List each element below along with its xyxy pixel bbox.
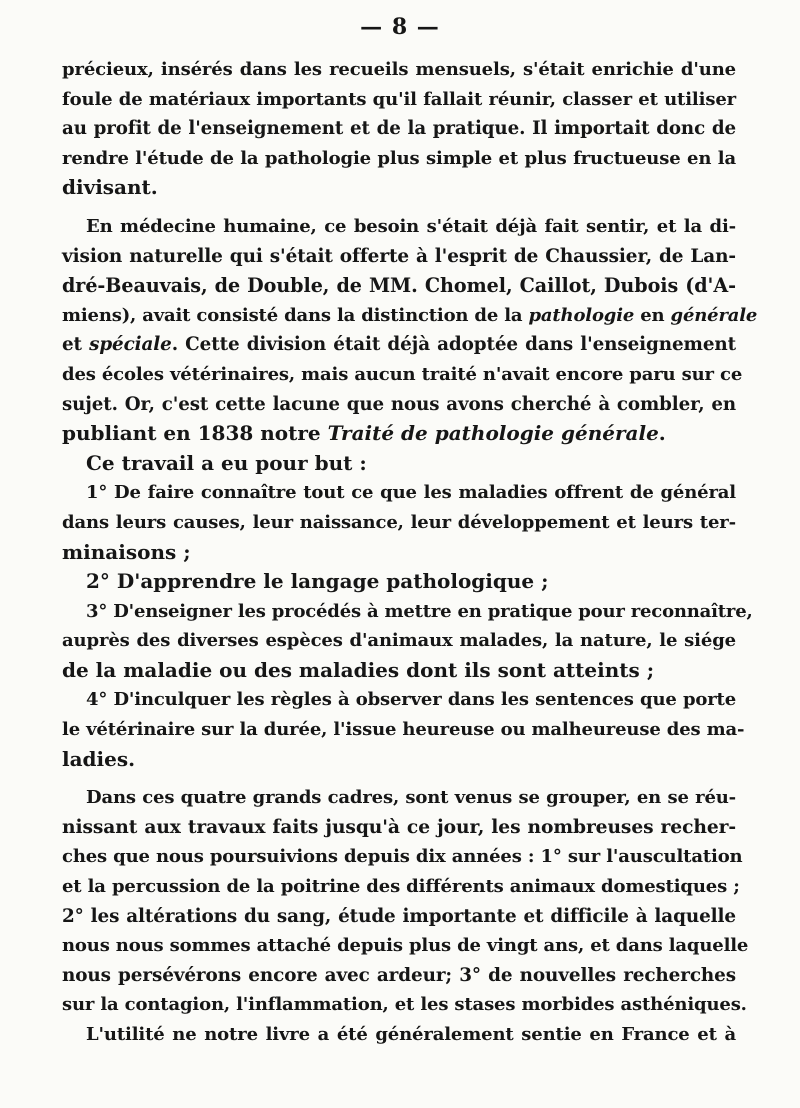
paragraph (62, 783, 749, 1020)
text-line: miens), avait consisté dans la distinction de la pathologie en générale (62, 304, 758, 326)
text-line: publiant en 1838 notre Traité de pathologie générale. (62, 421, 666, 446)
paragraph (62, 478, 736, 567)
text-line: auprès des diverses espèces d'animaux malades, la nature, le siége (62, 630, 736, 652)
text-line: ches que nous poursuivions depuis dix années : 1° sur l'auscultation (62, 846, 743, 868)
body-text (62, 55, 758, 1050)
text-line: sur la contagion, l'inflammation, et les stases morbides asthéniques. (62, 994, 747, 1016)
text-line: 3° D'enseigner les procédés à mettre en pratique pour reconnaître, (86, 600, 753, 622)
paragraph (62, 212, 758, 449)
paragraph (62, 55, 736, 203)
page-number: — 8 — (360, 14, 440, 40)
text-line: 2° les altérations du sang, étude importante et difficile à laquelle (62, 905, 736, 927)
text-line: L'utilité ne notre livre a été généralement sentie en France et à (86, 1024, 736, 1045)
paragraph (62, 1020, 736, 1050)
text-line: dans leurs causes, leur naissance, leur développement et leurs ter- (62, 511, 736, 533)
text-line: divisant. (62, 175, 158, 200)
text-line: En médecine humaine, ce besoin s'était déjà fait sentir, et la di- (86, 215, 736, 237)
text-line: 4° D'inculquer les règles à observer dans les sentences que porte (86, 689, 736, 711)
text-line: Ce travail a eu pour but : (86, 450, 367, 475)
text-line: nous nous sommes attaché depuis plus de vingt ans, et dans laquelle (62, 935, 749, 957)
text-line: et la percussion de la poitrine des différents animaux domestiques ; (62, 876, 740, 898)
italic-text: pathologie (528, 304, 635, 326)
text-line: rendre l'étude de la pathologie plus simple et plus fructueuse en la (62, 147, 736, 169)
text-line: dré-Beauvais, de Double, de MM. Chomel, Caillot, Dubois (d'A- (62, 274, 736, 298)
text-line: et spéciale. Cette division était déjà adoptée dans l'enseignement (62, 334, 736, 356)
text-line: des écoles vétérinaires, mais aucun traité n'avait encore paru sur ce (62, 363, 743, 385)
text-line: Dans ces quatre grands cadres, sont venus se grouper, en se réu- (86, 787, 736, 809)
italic-text: spéciale (89, 334, 172, 356)
text-line: de la maladie ou des maladies dont ils sont atteints ; (62, 657, 655, 682)
paragraph (62, 597, 753, 686)
paragraph (62, 685, 745, 774)
text-line: nous persévérons encore avec ardeur; 3° de nouvelles recherches (62, 964, 736, 986)
text-line: foule de matériaux importants qu'il fallait réunir, classer et utiliser (62, 88, 736, 110)
text-line: 2° D'apprendre le langage pathologique ; (86, 569, 549, 594)
paragraph (62, 567, 736, 597)
italic-text: Traité de pathologie générale (327, 421, 659, 446)
italic-text: générale (670, 304, 758, 326)
text-line: au profit de l'enseignement et de la pratique. Il importait donc de (62, 118, 736, 140)
text-line: sujet. Or, c'est cette lacune que nous avons cherché à combler, en (62, 393, 736, 415)
text-line: nissant aux travaux faits jusqu'à ce jour, les nombreuses recher- (62, 815, 736, 838)
text-line: le vétérinaire sur la durée, l'issue heureuse ou malheureuse des ma- (62, 719, 745, 741)
text-line: 1° De faire connaître tout ce que les maladies offrent de général (86, 482, 736, 504)
text-line: ladies. (62, 746, 136, 771)
text-line: précieux, insérés dans les recueils mensuels, s'était enrichie d'une (62, 59, 736, 80)
paragraph (62, 449, 736, 479)
text-line: minaisons ; (62, 539, 191, 564)
text-line: vision naturelle qui s'était offerte à l'esprit de Chaussier, de Lan- (62, 245, 736, 267)
